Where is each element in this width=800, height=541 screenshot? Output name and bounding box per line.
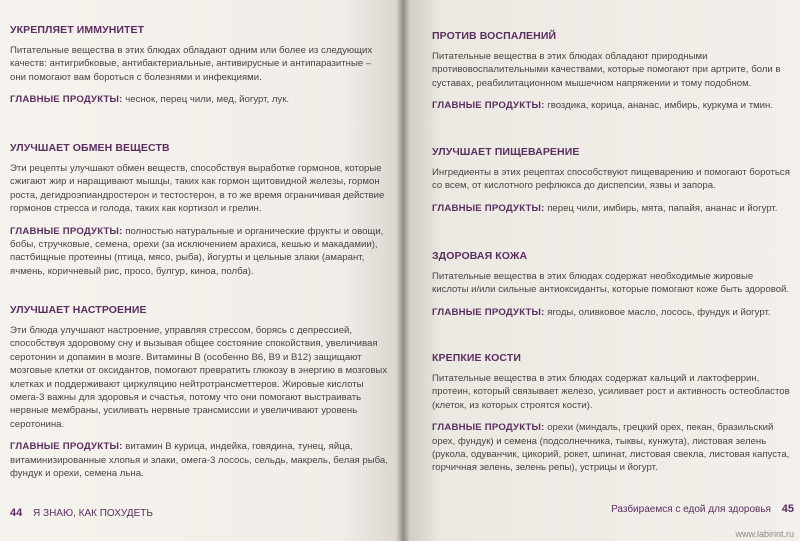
section-heading: УЛУЧШАЕТ НАСТРОЕНИЕ	[10, 304, 147, 316]
section-mood	[10, 304, 388, 480]
section-text: Ингредиенты в этих рецептах способствуют пищеварению и помогают бороться со всем, от кислотного рефлюкса до диспепсии, язвы и запора.	[432, 167, 790, 192]
products-label: ГЛАВНЫЕ ПРОДУКТЫ:	[10, 94, 123, 106]
section-text: Питательные вещества в этих блюдах содержат кальций и лактоферрин, протеин, который связывает железо, усиливает рост и активность остеобластов (клеток, из которых строятся кости).	[432, 373, 790, 411]
right-page	[402, 0, 800, 541]
page-number: 44	[10, 507, 23, 519]
section-heading: ЗДОРОВАЯ КОЖА	[432, 250, 528, 262]
products-list: гвоздика, корица, ананас, имбирь, куркума и тмин.	[547, 100, 774, 112]
section-immunity	[10, 24, 388, 107]
section-text: Питательные вещества в этих блюдах обладают природными противовоспалительными качествами, которые помогают при артрите, боли в суставах, реабилитационном мышечном напряжении и тому подобном.	[432, 51, 781, 89]
main-products	[432, 306, 792, 319]
page-footer	[611, 503, 794, 515]
main-products	[10, 225, 388, 279]
section-heading: УЛУЧШАЕТ ПИЩЕВАРЕНИЕ	[432, 146, 580, 158]
products-list: полностью натуральные и органические фрукты и овощи, бобы, стручковые, семена, орехи (за исключением арахиса, кешью и макадамии), пастбищные протеины (птица, мясо, рыба), йогурты и цельные злаки (амарант, ячмень, коричневый рис, просо, булгур, киноа, полба).	[10, 225, 384, 277]
products-list: орехи (миндаль, грецкий орех, пекан, бразильский орех, фундук) и семена (подсолнечника, тыквы, кунжута), листовая зелень (рукола, одуванчик, цикорий, рокет, шпинат, листовая свекла, листовая капуста, горчичная зелень, зелень репы), устрицы и йогурт.	[432, 422, 790, 474]
section-digestion	[432, 146, 792, 215]
products-label: ГЛАВНЫЕ ПРОДУКТЫ:	[432, 422, 545, 434]
products-list: ягоды, оливковое масло, лосось, фундук и йогурт.	[547, 306, 771, 318]
book-gutter-shadow	[396, 0, 410, 541]
section-metabolism	[10, 142, 388, 278]
main-products	[432, 99, 792, 112]
section-anti-inflammation	[432, 30, 792, 113]
main-products	[432, 421, 792, 475]
running-title: Я ЗНАЮ, КАК ПОХУДЕТЬ	[33, 508, 153, 519]
products-label: ГЛАВНЫЕ ПРОДУКТЫ:	[432, 202, 545, 214]
watermark: www.labirint.ru	[735, 529, 794, 539]
section-text: Питательные вещества в этих блюдах содержат необходимые жировые кислоты и/или сильные антиоксиданты, которые помогают коже быть здоровой.	[432, 271, 790, 296]
section-heading: УКРЕПЛЯЕТ ИММУНИТЕТ	[10, 24, 145, 36]
section-text: Эти блюда улучшают настроение, управляя стрессом, борясь с депрессией, способствуя здоровому сну и вызывая общее состояние спокойствия, увеличивая серотонин и допамин в мозге. Витамины В (особенно В6, В9 и В12) защищают мозговые клетки от оксидантов, помогают превратить глюкозу в энергию в мозговых клетках и поддерживают циркуляцию нейтротрансметтеров. Жировые кислоты омега-3 важны для здоровья и счастья, потому что они помогают выстраивать нервные мембраны, усиливать нервные трансмиссии и увеличивают уровень серотонина.	[10, 325, 388, 430]
section-heading: КРЕПКИЕ КОСТИ	[432, 352, 521, 364]
main-products	[10, 440, 388, 480]
main-products	[432, 202, 792, 215]
section-heading: УЛУЧШАЕТ ОБМЕН ВЕЩЕСТВ	[10, 142, 170, 154]
page-footer	[10, 507, 153, 519]
running-title: Разбираемся с едой для здоровья	[611, 504, 771, 515]
section-heading: ПРОТИВ ВОСПАЛЕНИЙ	[432, 30, 557, 42]
products-list: чеснок, перец чили, мед, йогурт, лук.	[125, 94, 290, 106]
products-label: ГЛАВНЫЕ ПРОДУКТЫ:	[432, 100, 545, 112]
section-strong-bones	[432, 352, 792, 475]
section-text: Эти рецепты улучшают обмен веществ, способствуя выработке гормонов, которые сжигают жир и наращивают мышцы, таких как гормон щитовидной железы, гормон роста, дегидроэпиандростерон и тестостерон, в то же время ограничивая действие гормонов стресса и голода, таких как кортизол и грелин.	[10, 163, 385, 215]
main-products	[10, 93, 388, 106]
products-label: ГЛАВНЫЕ ПРОДУКТЫ:	[432, 306, 545, 318]
products-list: витамин В курица, индейка, говядина, тунец, яйца, витаминизированные хлопья и злаки, омега-3 лосось, сельдь, макрель, белая рыба, фундук и орехи, семена льна.	[10, 441, 388, 480]
section-text: Питательные вещества в этих блюдах обладают одним или более из следующих качеств: антигрибковые, антибактериальные, антивирусные и антипаразитные – они помогают вам бороться с болезнями и инфекциями.	[10, 45, 373, 83]
products-label: ГЛАВНЫЕ ПРОДУКТЫ:	[10, 441, 123, 453]
section-healthy-skin	[432, 250, 792, 319]
page-number: 45	[781, 503, 794, 515]
products-label: ГЛАВНЫЕ ПРОДУКТЫ:	[10, 225, 123, 237]
products-list: перец чили, имбирь, мята, папайя, ананас и йогурт.	[547, 202, 778, 214]
